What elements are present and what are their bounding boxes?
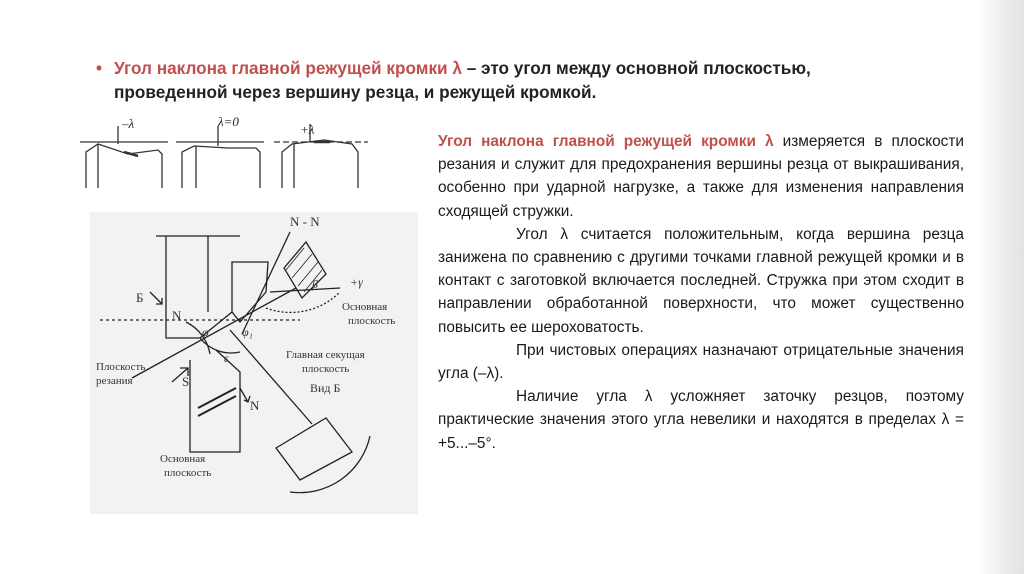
lambda-profiles-figure	[78, 112, 370, 200]
cutter-geometry-figure	[90, 212, 418, 514]
label-epsilon: ε	[224, 351, 229, 365]
label-b: Б	[136, 290, 144, 305]
label-osn-2: плоскость	[348, 315, 396, 327]
label-osn-1: Основная	[342, 301, 388, 313]
paragraph-2: Угол λ считается положительным, когда вершина резца занижена по сравнению с другими точками главной режущей кромки и в контакт с заготовкой включается последней. Стружка при этом сходит в направлении обработанной поверхности, что может существенно повысить ее шероховатость.	[438, 225, 964, 336]
label-pos-lambda: +λ	[300, 122, 315, 137]
bullet-line-2: проведенной через вершину резца, и режущей кромкой.	[114, 82, 597, 102]
paragraph-4: Наличие угла λ усложняет заточку резцов, поэтому практические значения этого угла невелики и находятся в пределах λ = +5...–5°.	[438, 388, 964, 452]
slide-edge-shadow	[978, 0, 1024, 574]
paragraph-3: При чистовых операциях назначают отрицательные значения угла (–λ).	[438, 341, 964, 383]
bullet-line-1	[114, 56, 896, 80]
paragraph-1	[438, 130, 964, 223]
label-plus-gamma: +γ	[350, 275, 363, 289]
label-pr-1: Плоскость	[96, 361, 146, 373]
label-n-n: N - N	[290, 214, 320, 229]
label-pr-2: резания	[96, 375, 133, 387]
label-phi: φ	[202, 325, 209, 339]
label-s: S	[182, 374, 190, 389]
bullet-term: Угол наклона главной режущей кромки λ	[114, 58, 462, 78]
label-glav-1: Главная секущая	[286, 349, 365, 361]
paragraph-1-rest: измеряется в плоскости резания и служит для предохранения вершины резца от выкрашивания, особенно при ударной нагрузке, а также для изменения направления сходящей стружки.	[438, 133, 964, 220]
label-n: N	[172, 308, 182, 323]
label-vid-b: Вид Б	[310, 381, 341, 395]
bullet-rest: – это угол между основной плоскостью,	[461, 58, 811, 78]
label-beta: β	[312, 277, 318, 291]
label-phi1: φ₁	[242, 325, 253, 339]
paragraph-1-term: Угол наклона главной режущей кромки λ	[438, 133, 774, 150]
bullet-definition	[96, 56, 896, 104]
label-glav-2: плоскость	[302, 363, 350, 375]
label-osn-3: Основная	[160, 453, 206, 465]
label-neg-lambda: –λ	[122, 116, 135, 131]
explanation-text	[438, 130, 964, 455]
bullet-marker: •	[96, 58, 103, 78]
label-zero-lambda: λ=0	[218, 114, 239, 129]
label-osn-4: плоскость	[164, 467, 212, 479]
label-n2: N	[250, 398, 260, 413]
